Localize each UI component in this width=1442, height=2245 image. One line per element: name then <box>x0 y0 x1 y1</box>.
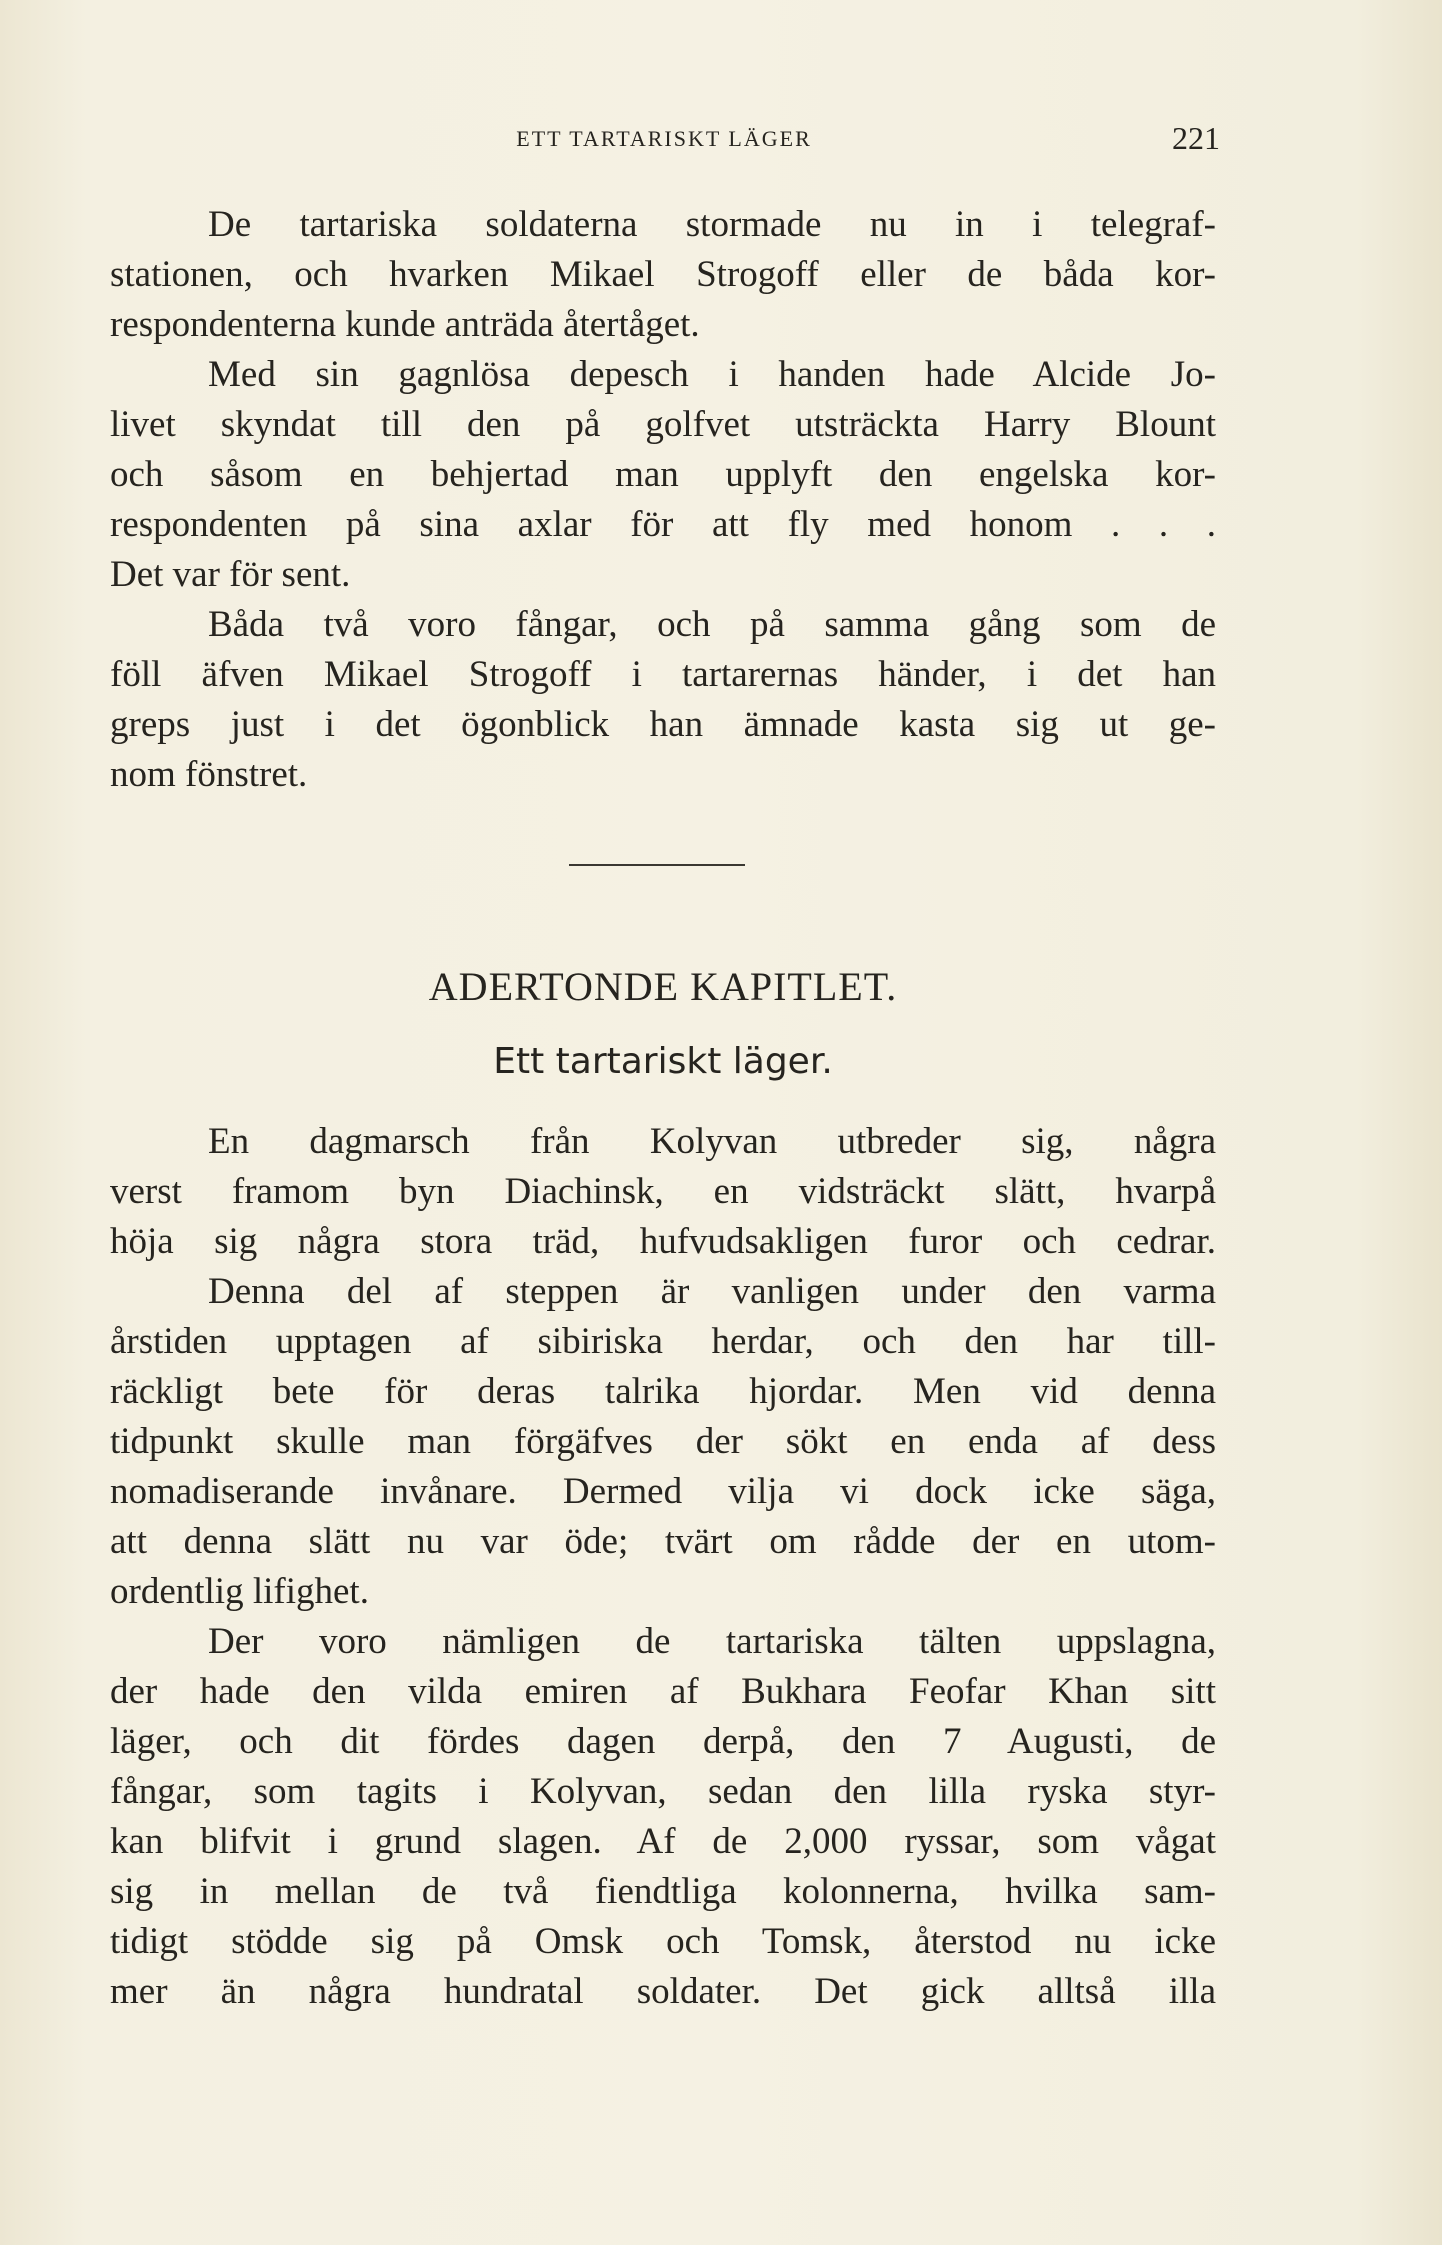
text-line: livet skyndat till den på golfvet utsträckta Harry Blount <box>110 404 1216 445</box>
text-line: Der voro nämligen de tartariska tälten uppslagna, <box>208 1621 1216 1662</box>
text-line: räckligt bete för deras talrika hjordar. Men vid denna <box>110 1371 1216 1412</box>
text-line: läger, och dit fördes dagen derpå, den 7 Augusti, de <box>110 1721 1216 1762</box>
text-line: nom fönstret. <box>110 754 308 795</box>
text-line: der hade den vilda emiren af Bukhara Feofar Khan sitt <box>110 1671 1216 1712</box>
text-line: respondenterna kunde anträda återtåget. <box>110 304 700 345</box>
section-divider <box>569 864 745 866</box>
text-line: årstiden upptagen af sibiriska herdar, och den har till- <box>110 1321 1216 1362</box>
text-line: fångar, som tagits i Kolyvan, sedan den lilla ryska styr- <box>110 1771 1216 1812</box>
text-line: greps just i det ögonblick han ämnade kasta sig ut ge- <box>110 704 1216 745</box>
text-line: kan blifvit i grund slagen. Af de 2,000 ryssar, som vågat <box>110 1821 1216 1862</box>
text-line: respondenten på sina axlar för att fly med honom . . . <box>110 504 1216 545</box>
page-number: 221 <box>1172 120 1220 156</box>
text-line: tidpunkt skulle man förgäfves der sökt en enda af dess <box>110 1421 1216 1462</box>
body-text-section-1 <box>110 200 1216 800</box>
text-line: stationen, och hvarken Mikael Strogoff eller de båda kor- <box>110 254 1216 295</box>
body-text-section-2 <box>110 1117 1216 2017</box>
text-line: ordentlig lifighet. <box>110 1571 369 1612</box>
text-line: Det var för sent. <box>110 554 351 595</box>
text-line: att denna slätt nu var öde; tvärt om rådde der en utom- <box>110 1521 1216 1562</box>
text-line: sig in mellan de två fiendtliga kolonnerna, hvilka sam- <box>110 1871 1216 1912</box>
text-line: En dagmarsch från Kolyvan utbreder sig, några <box>208 1121 1216 1162</box>
text-line: De tartariska soldaterna stormade nu in i telegraf- <box>208 204 1216 245</box>
running-head <box>108 120 1220 160</box>
text-line: Denna del af steppen är vanligen under den varma <box>208 1271 1216 1312</box>
text-line: höja sig några stora träd, hufvudsakligen furor och cedrar. <box>110 1221 1216 1262</box>
text-line: Med sin gagnlösa depesch i handen hade Alcide Jo- <box>208 354 1216 395</box>
text-line: nomadiserande invånare. Dermed vilja vi dock icke säga, <box>110 1471 1216 1512</box>
text-line: Båda två voro fångar, och på samma gång som de <box>208 604 1216 645</box>
running-title: ETT TARTARISKT LÄGER <box>516 126 812 151</box>
text-line: mer än några hundratal soldater. Det gick alltså illa <box>110 1971 1216 2012</box>
chapter-heading: ADERTONDE KAPITLET. <box>428 964 898 1009</box>
text-line: verst framom byn Diachinsk, en vidsträckt slätt, hvarpå <box>110 1171 1216 1212</box>
chapter-subtitle: Ett tartariskt läger. <box>493 1041 833 1082</box>
text-line: föll äfven Mikael Strogoff i tartarernas händer, i det han <box>110 654 1216 695</box>
text-line: och såsom en behjertad man upplyft den engelska kor- <box>110 454 1216 495</box>
text-line: tidigt stödde sig på Omsk och Tomsk, återstod nu icke <box>110 1921 1216 1962</box>
